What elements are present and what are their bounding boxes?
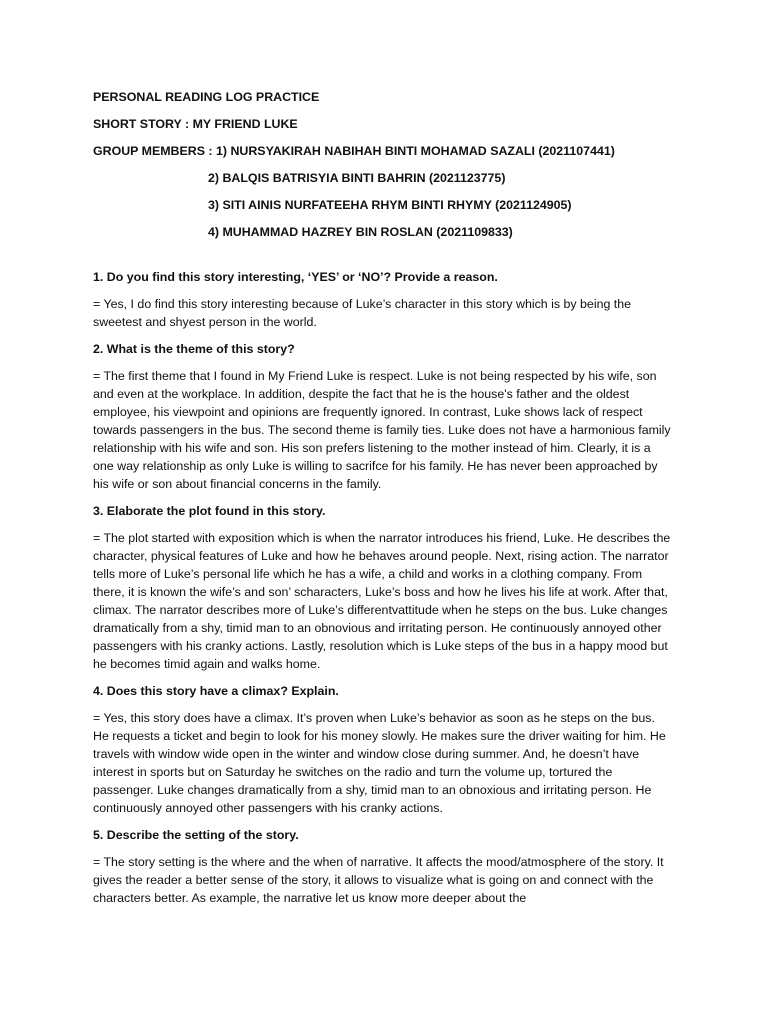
group-member-2: 2) BALQIS BATRISYIA BINTI BAHRIN (2021123775) [208, 171, 506, 185]
group-member-4: 4) MUHAMMAD HAZREY BIN ROSLAN (2021109833) [208, 225, 513, 239]
answer-3: = The plot started with exposition which is when the narrator introduces his friend, Luke. He describes the character, physical features of Luke and how he behaves around people. Next, rising action. The narrator tells more of Luke’s personal life which he has a wife, a child and works in a clothing company. From there, it is known the wife’s and son’ scharacters, Luke’s boss and how he lives his life at work. After that, climax. The narrator describes more of Luke’s differentvattitude when he steps on the bus. Luke changes dramatically from a shy, timid man to an obnovious and irritating person. He continuously annoyed other passengers with his cranky actions. Lastly, resolution which is Luke steps of the bus in a happy mood but he becomes timid again and walks home. [93, 531, 671, 671]
group-member-3: 3) SITI AINIS NURFATEEHA RHYM BINTI RHYMY (2021124905) [208, 198, 572, 212]
question-4: 4. Does this story have a climax? Explain. [93, 684, 339, 698]
question-2: 2. What is the theme of this story? [93, 342, 295, 356]
short-story-title: SHORT STORY : MY FRIEND LUKE [93, 117, 298, 131]
answer-2: = The first theme that I found in My Friend Luke is respect. Luke is not being respected by his wife, son and even at the workplace. In addition, despite the fact that he is the house's father and the oldest employee, his viewpoint and opinions are frequently ignored. In contrast, Luke shows lack of respect towards passengers in the bus. The second theme is family ties. Luke does not have a harmonious family relationship with his wife and son. His son prefers listening to the mother instead of him. Clearly, it is a one way relationship as only Luke is willing to sacrifce for his family. He has never been approached by his wife or son about financial concerns in the family. [93, 369, 671, 491]
document-title: PERSONAL READING LOG PRACTICE [93, 90, 320, 104]
section-spacer [93, 250, 673, 268]
question-5: 5. Describe the setting of the story. [93, 828, 299, 842]
question-1: 1. Do you find this story interesting, ‘YES’ or ‘NO’? Provide a reason. [93, 270, 498, 284]
answer-5: = The story setting is the where and the when of narrative. It affects the mood/atmosphere of the story. It gives the reader a better sense of the story, it allows to visualize what is going on and connect with the characters better. As example, the narrative let us know more deeper about the [93, 855, 664, 905]
answer-4: = Yes, this story does have a climax. It’s proven when Luke’s behavior as soon as he steps on the bus. He requests a ticket and begin to look for his money slowly. He makes sure the driver waiting for him. He travels with window wide open in the winter and window close during summer. And, he doesn’t have interest in sports but on Saturday he switches on the radio and turn the volume up, tortured the passenger. Luke changes dramatically from a shy, timid man to an obnoxious and irritating person. He continuously annoyed other passengers with his cranky actions. [93, 711, 666, 815]
group-members-line: GROUP MEMBERS : 1) NURSYAKIRAH NABIHAH BINTI MOHAMAD SAZALI (2021107441) [93, 144, 615, 158]
document-body [93, 88, 673, 916]
answer-1: = Yes, I do find this story interesting because of Luke’s character in this story which is by being the sweetest and shyest person in the world. [93, 297, 632, 329]
question-3: 3. Elaborate the plot found in this story. [93, 504, 326, 518]
